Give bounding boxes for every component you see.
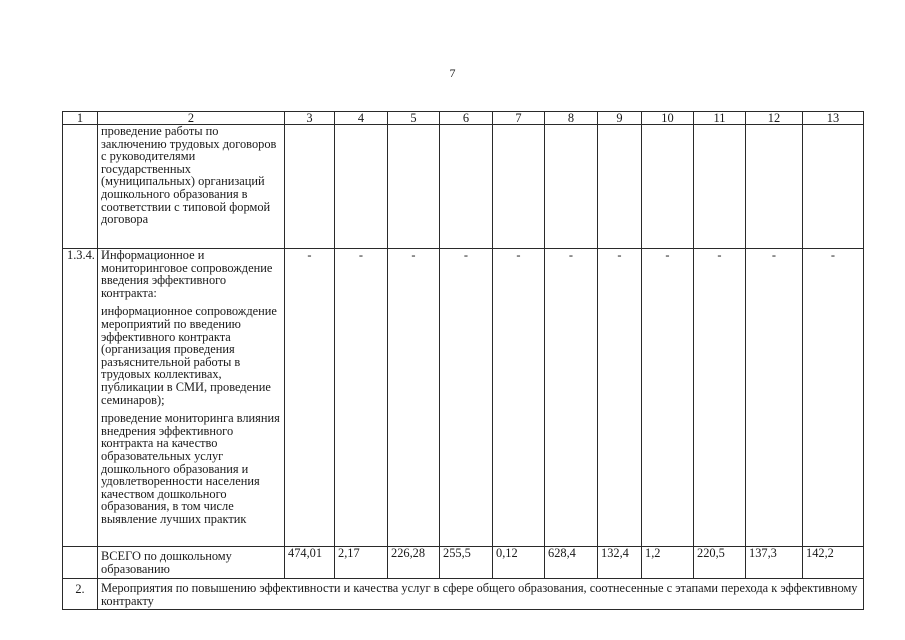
value-cell: 628,4 <box>545 547 598 579</box>
value-cell: - <box>335 249 388 547</box>
column-header: 7 <box>493 112 545 125</box>
empty-cell <box>440 125 493 249</box>
column-header: 6 <box>440 112 493 125</box>
description-text: информационное сопровождение мероприятий по введению эффективного контракта (организация проведения разъяснительной работы в трудовых коллективах, публикации в СМИ, проведение семинаров); <box>101 304 277 407</box>
column-header: 1 <box>63 112 98 125</box>
value-cell: - <box>493 249 545 547</box>
empty-cell <box>746 125 803 249</box>
value-cell: 220,5 <box>694 547 746 579</box>
section-title: Мероприятия по повышению эффективности и качества услуг в сфере общего образования, соотнесенные с этапами перехода к эффективному контракту <box>98 579 864 610</box>
table-header-row <box>63 112 864 125</box>
value-cell: 132,4 <box>598 547 642 579</box>
value-cell: 255,5 <box>440 547 493 579</box>
column-header: 8 <box>545 112 598 125</box>
column-header: 11 <box>694 112 746 125</box>
empty-cell <box>598 125 642 249</box>
value-cell: - <box>598 249 642 547</box>
table-row <box>63 125 864 249</box>
value-cell: 474,01 <box>285 547 335 579</box>
value-cell: 0,12 <box>493 547 545 579</box>
column-header: 9 <box>598 112 642 125</box>
description-text: проведение работы по заключению трудовых договоров с руководителями государственных (муниципальных) организаций дошкольного образования в соответствии с типовой формой договора <box>101 124 277 227</box>
value-cell: - <box>545 249 598 547</box>
value-cell: - <box>388 249 440 547</box>
row-description <box>98 249 285 547</box>
empty-cell <box>388 125 440 249</box>
empty-cell <box>493 125 545 249</box>
empty-cell <box>803 125 864 249</box>
value-cell: 1,2 <box>642 547 694 579</box>
description-text: проведение мониторинга влияния внедрения эффективного контракта на качество образовательных услуг дошкольного образования и удовлетворенности населения качеством дошкольного образования, в том числе выявление лучших практик <box>101 411 280 526</box>
empty-cell <box>335 125 388 249</box>
value-cell: - <box>694 249 746 547</box>
total-label: ВСЕГО по дошкольному образованию <box>101 549 232 576</box>
column-header: 5 <box>388 112 440 125</box>
value-cell: - <box>746 249 803 547</box>
empty-cell <box>285 125 335 249</box>
empty-cell <box>642 125 694 249</box>
section-number: 2. <box>63 579 98 610</box>
column-header: 3 <box>285 112 335 125</box>
column-header: 12 <box>746 112 803 125</box>
table-row <box>63 547 864 579</box>
measures-table <box>62 111 864 610</box>
value-cell: - <box>803 249 864 547</box>
column-header: 10 <box>642 112 694 125</box>
value-cell: - <box>642 249 694 547</box>
value-cell: 137,3 <box>746 547 803 579</box>
value-cell: 226,28 <box>388 547 440 579</box>
column-header: 2 <box>98 112 285 125</box>
value-cell: - <box>440 249 493 547</box>
row-number: 1.3.4. <box>63 249 98 547</box>
row-description <box>98 547 285 579</box>
table-row <box>63 579 864 610</box>
row-number <box>63 547 98 579</box>
value-cell: 142,2 <box>803 547 864 579</box>
row-number <box>63 125 98 249</box>
column-header: 4 <box>335 112 388 125</box>
value-cell: - <box>285 249 335 547</box>
page-number: 7 <box>449 66 456 80</box>
column-header: 13 <box>803 112 864 125</box>
value-cell: 2,17 <box>335 547 388 579</box>
row-description <box>98 125 285 249</box>
empty-cell <box>545 125 598 249</box>
description-text: Информационное и мониторинговое сопровождение введения эффективного контракта: <box>101 248 273 300</box>
empty-cell <box>694 125 746 249</box>
table-row <box>63 249 864 547</box>
